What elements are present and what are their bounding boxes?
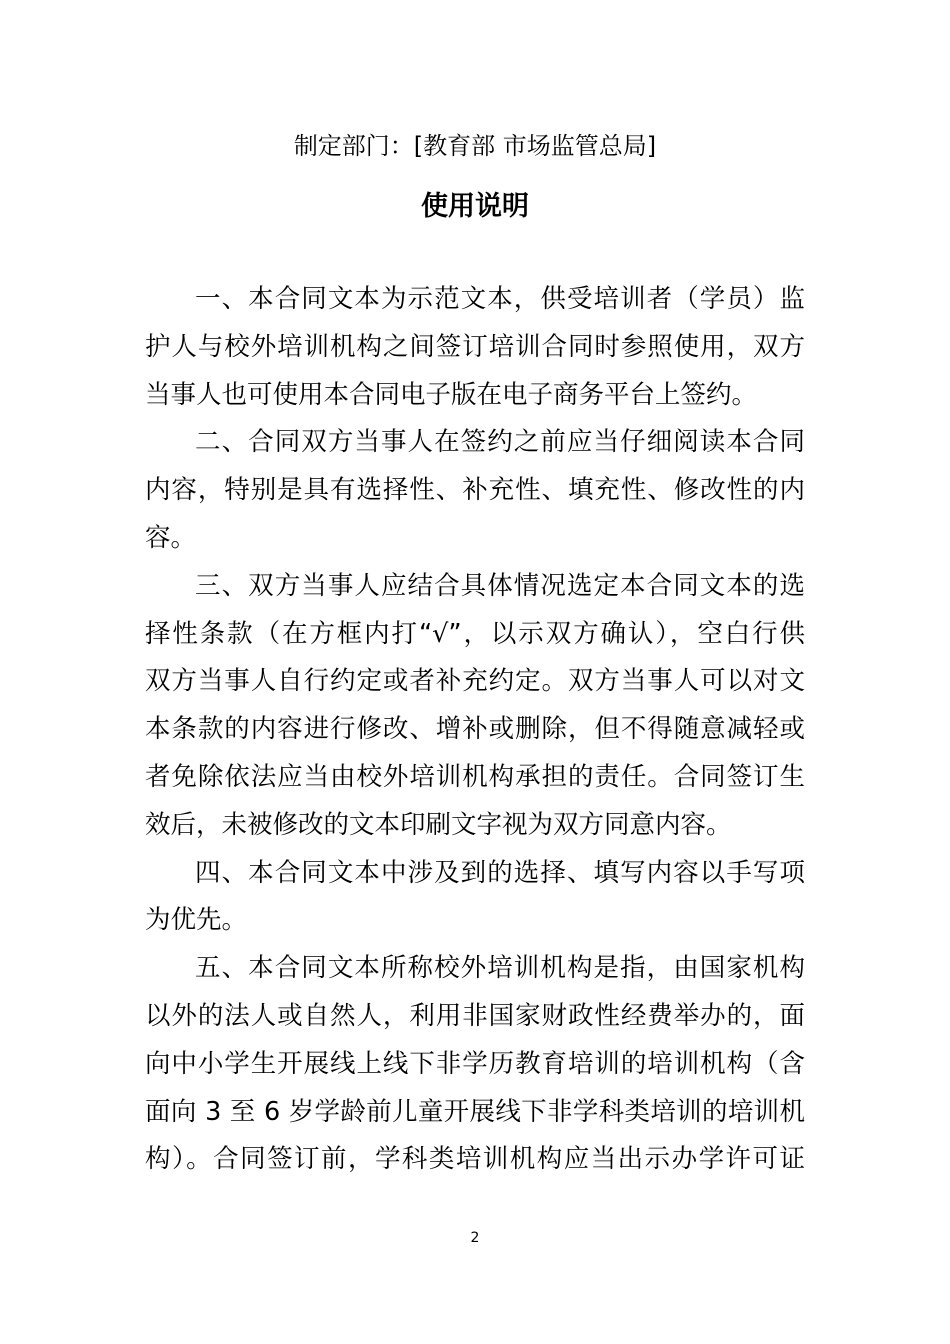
text-line: 护人与校外培训机构之间签订培训合同时参照使用，双方 — [145, 331, 805, 362]
text-line: 内容，特别是具有选择性、补充性、填充性、修改性的内 — [145, 475, 805, 506]
text-line: 二、合同双方当事人在签约之前应当仔细阅读本合同 — [195, 427, 805, 458]
instructions-body — [145, 276, 805, 1184]
text-line: 者免除依法应当由校外培训机构承担的责任。合同签订生 — [145, 761, 805, 792]
text-line: 以外的法人或自然人，利用非国家财政性经费举办的，面 — [145, 1000, 805, 1031]
text-line: 四、本合同文本中涉及到的选择、填写内容以手写项 — [195, 857, 805, 888]
text-line: 效后，未被修改的文本印刷文字视为双方同意内容。 — [145, 809, 732, 840]
text-line: 当事人也可使用本合同电子版在电子商务平台上签约。 — [145, 379, 758, 410]
text-line: 三、双方当事人应结合具体情况选定本合同文本的选 — [195, 570, 805, 601]
text-line: 五、本合同文本所称校外培训机构是指，由国家机构 — [195, 953, 805, 984]
text-line: 择性条款（在方框内打“√”，以示双方确认），空白行供 — [145, 618, 805, 649]
issuing-department: 制定部门：[教育部 市场监管总局] — [293, 132, 657, 160]
text-line: 一、本合同文本为示范文本，供受培训者（学员）监 — [195, 284, 805, 314]
text-line: 为优先。 — [145, 905, 248, 936]
text-line: 向中小学生开展线上线下非学历教育培训的培训机构（含 — [145, 1048, 805, 1079]
text-line: 面向 3 至 6 岁学龄前儿童开展线下非学科类培训的培训机 — [145, 1096, 805, 1127]
page-title: 使用说明 — [421, 191, 529, 222]
page-number: 2 — [470, 1230, 480, 1246]
text-line: 构）。合同签订前，学科类培训机构应当出示办学许可证 — [145, 1144, 805, 1175]
text-line: 双方当事人自行约定或者补充约定。双方当事人可以对文 — [145, 666, 805, 697]
text-line: 容。 — [145, 522, 197, 553]
text-line: 本条款的内容进行修改、增补或删除，但不得随意减轻或 — [145, 714, 805, 745]
